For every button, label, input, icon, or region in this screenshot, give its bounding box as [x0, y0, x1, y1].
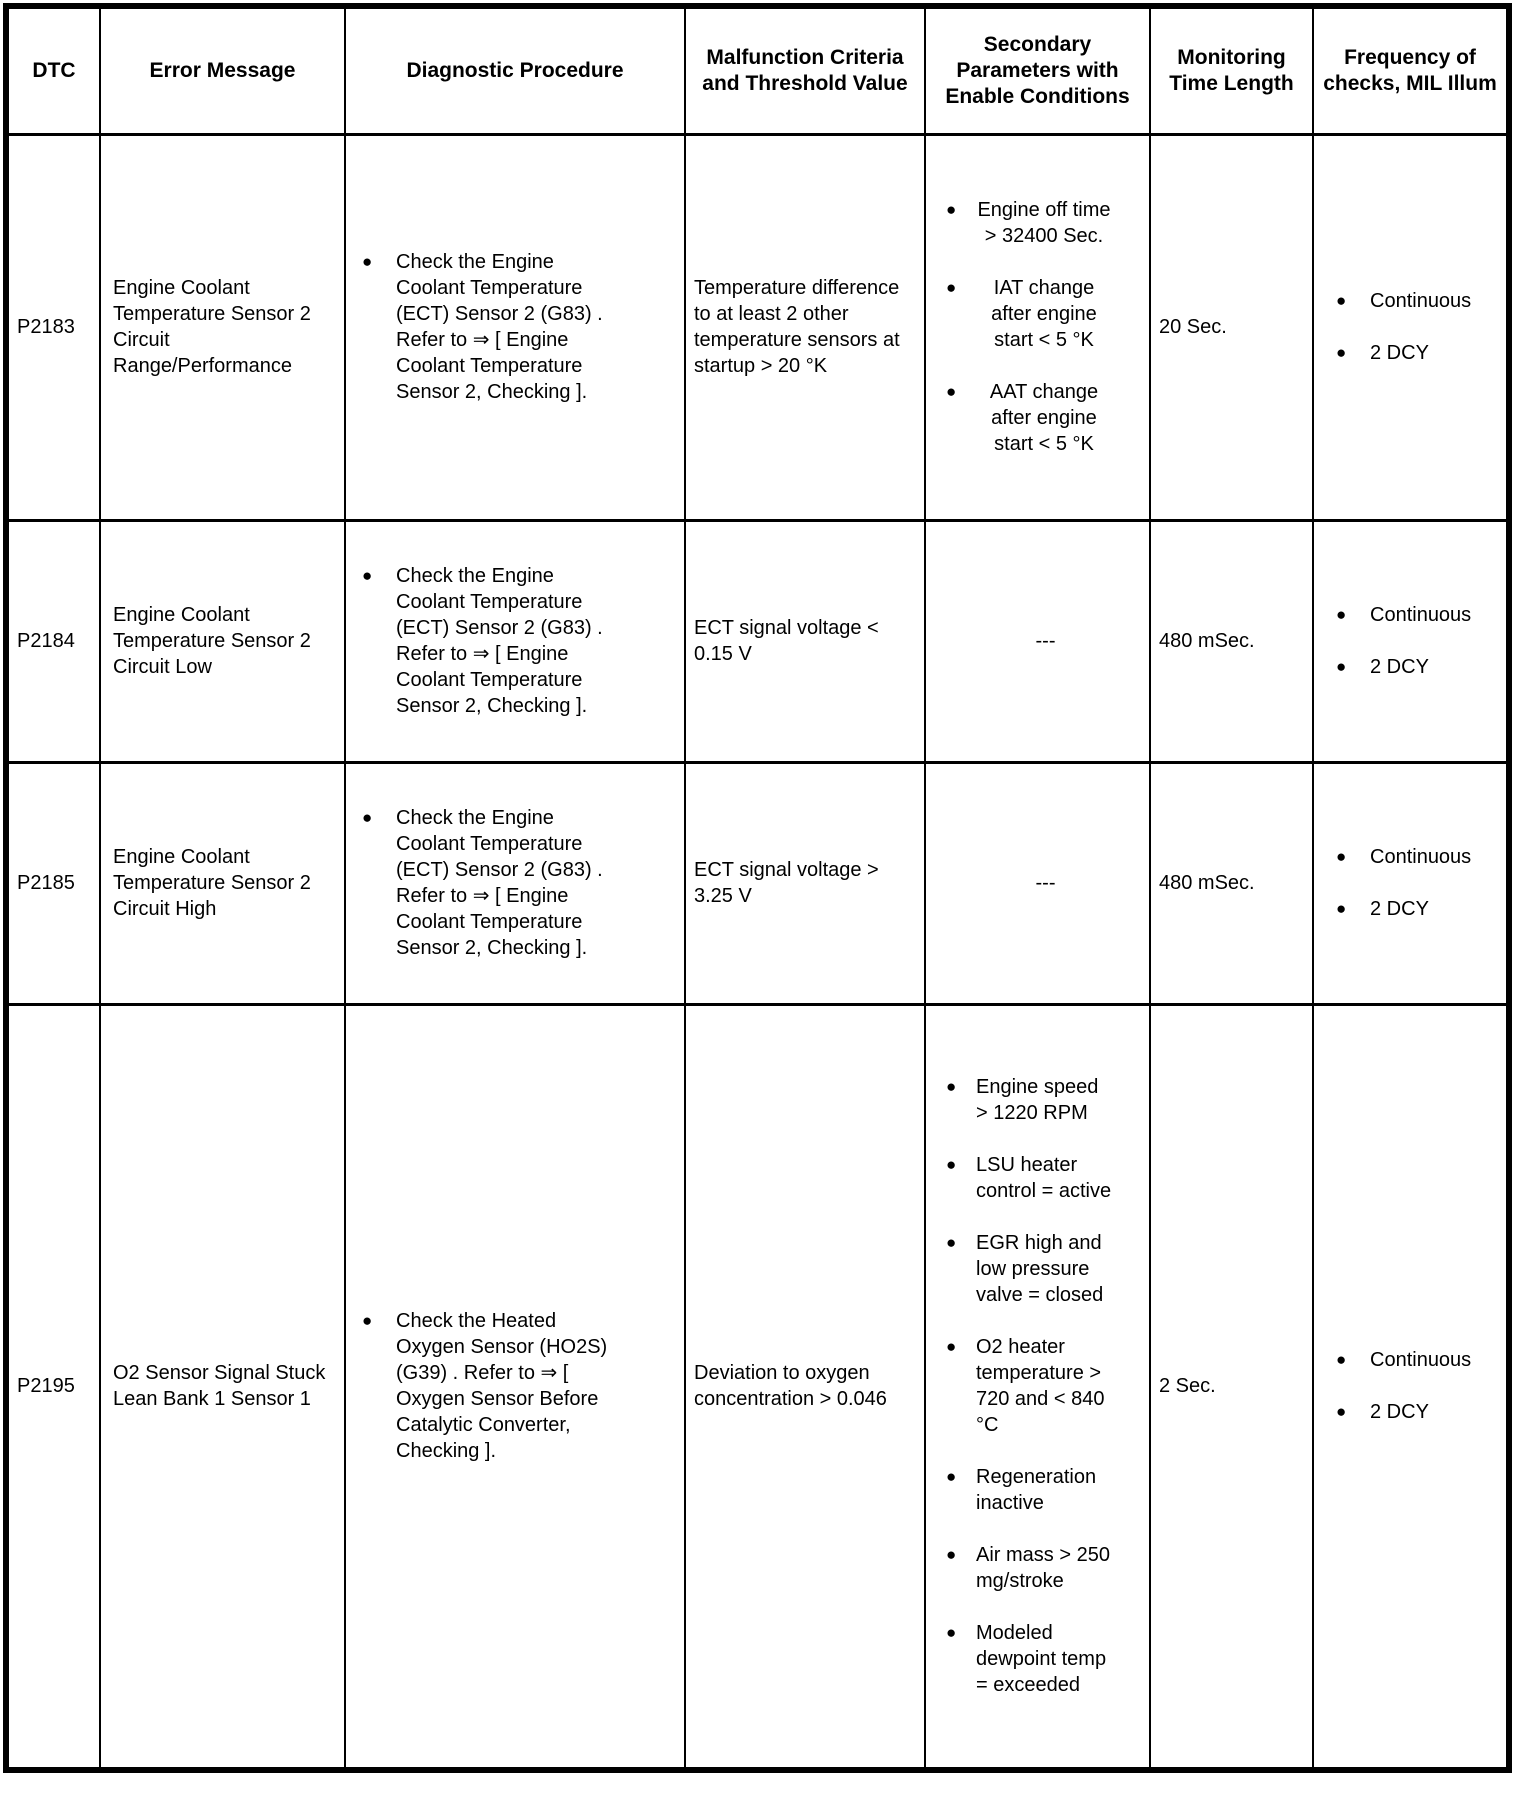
bullet-icon: ● [1336, 291, 1347, 310]
list-item-text: Modeled dewpoint temp = exceeded [976, 1622, 1107, 1697]
bullet-icon: ● [1336, 1350, 1347, 1370]
malfunction-criteria-cell: ECT signal voltage > 3.25 V [685, 762, 925, 1004]
bullet-icon: ● [1336, 657, 1347, 676]
bullet-icon: ● [946, 1233, 957, 1253]
list-item-text: LSU heater control = active [976, 1154, 1112, 1203]
frequency-cell [1313, 1004, 1509, 1770]
bullet-icon: ● [946, 1337, 957, 1357]
diagnostic-procedure-cell [345, 1004, 685, 1770]
frequency-list [1336, 602, 1502, 680]
col-header-malfunction-criteria: Malfunction Criteria and Threshold Value [685, 6, 925, 134]
list-item [1336, 1347, 1502, 1373]
list-item-text: Continuous [1370, 1349, 1472, 1372]
list-item [1336, 1399, 1502, 1425]
list-item-text: AAT change after engine start < 5 °K [989, 381, 1099, 455]
list-item-text: Continuous [1370, 290, 1472, 312]
list-item-text: EGR high and low pressure valve = closed [976, 1232, 1104, 1307]
bullet-icon: ● [362, 252, 373, 271]
no-secondary-parameters: --- [1035, 872, 1056, 894]
list-item [1336, 602, 1502, 628]
col-header-secondary-parameters: Secondary Parameters with Enable Conditions [925, 6, 1150, 134]
no-secondary-parameters: --- [1035, 630, 1056, 652]
bullet-icon: ● [946, 278, 957, 297]
list-item [1336, 896, 1502, 922]
list-item [362, 805, 676, 961]
list-item [362, 1308, 676, 1464]
bullet-icon: ● [946, 382, 957, 401]
monitoring-time-cell: 480 mSec. [1150, 762, 1313, 1004]
header-row [6, 6, 1509, 134]
list-item [946, 1334, 1145, 1438]
error-message-cell: Engine Coolant Temperature Sensor 2 Circuit Range/Performance [100, 134, 345, 520]
list-item [362, 563, 676, 719]
diagnostic-procedure-cell [345, 520, 685, 762]
list-item-text: Air mass > 250 mg/stroke [976, 1544, 1110, 1593]
col-header-dtc: DTC [6, 6, 100, 134]
diagnostic-procedure-list [362, 563, 676, 719]
diagnostic-procedure-cell [345, 134, 685, 520]
bullet-icon: ● [946, 200, 957, 219]
list-item [946, 1152, 1145, 1204]
bullet-icon: ● [1336, 605, 1347, 624]
error-message-cell: Engine Coolant Temperature Sensor 2 Circuit Low [100, 520, 345, 762]
malfunction-criteria-cell: Deviation to oxygen concentration > 0.046 [685, 1004, 925, 1770]
monitoring-time-cell: 2 Sec. [1150, 1004, 1313, 1770]
frequency-list [1336, 1347, 1502, 1425]
bullet-icon: ● [1336, 1402, 1347, 1422]
monitoring-time-cell: 20 Sec. [1150, 134, 1313, 520]
table-row-p2185 [6, 762, 1509, 1004]
secondary-parameters-list [946, 197, 1145, 457]
dtc-cell: P2185 [6, 762, 100, 1004]
col-header-diagnostic-procedure: Diagnostic Procedure [345, 6, 685, 134]
diagnostic-procedure-list [362, 805, 676, 961]
list-item [946, 1542, 1145, 1594]
diagnostic-procedure-list [362, 249, 676, 405]
list-item-text: 2 DCY [1370, 898, 1429, 920]
dtc-table [3, 3, 1512, 1773]
table-row-p2195 [6, 1004, 1509, 1770]
list-item [1336, 654, 1502, 680]
error-message-cell: Engine Coolant Temperature Sensor 2 Circuit High [100, 762, 345, 1004]
frequency-list [1336, 288, 1502, 366]
list-item-text: Engine speed > 1220 RPM [976, 1076, 1099, 1125]
bullet-icon: ● [946, 1545, 957, 1565]
list-item [946, 1230, 1145, 1308]
list-item-text: 2 DCY [1370, 342, 1429, 364]
list-item [1336, 288, 1502, 314]
secondary-parameters-cell [925, 134, 1150, 520]
list-item-text: Continuous [1370, 604, 1472, 626]
list-item [362, 249, 676, 405]
dtc-cell: P2183 [6, 134, 100, 520]
list-item-text: Check the Engine Coolant Temperature (ECT) Sensor 2 (G83) . Refer to ⇒ [ Engine Coolant Temperature Sensor 2, Checking ]. [396, 807, 603, 959]
list-item [1336, 844, 1502, 870]
list-item-text: Continuous [1370, 846, 1472, 868]
list-item [946, 275, 1145, 353]
frequency-cell [1313, 134, 1509, 520]
list-item [946, 379, 1145, 457]
bullet-icon: ● [946, 1155, 957, 1175]
bullet-icon: ● [362, 1311, 373, 1331]
frequency-list [1336, 844, 1502, 922]
error-message-cell: O2 Sensor Signal Stuck Lean Bank 1 Sensor 1 [100, 1004, 345, 1770]
list-item-text: Check the Engine Coolant Temperature (ECT) Sensor 2 (G83) . Refer to ⇒ [ Engine Coolant Temperature Sensor 2, Checking ]. [396, 251, 603, 403]
list-item [946, 1074, 1145, 1126]
monitoring-time-cell: 480 mSec. [1150, 520, 1313, 762]
bullet-icon: ● [1336, 847, 1347, 866]
malfunction-criteria-cell: ECT signal voltage < 0.15 V [685, 520, 925, 762]
list-item-text: Check the Heated Oxygen Sensor (HO2S) (G39) . Refer to ⇒ [ Oxygen Sensor Before Catalytic Converter, Checking ]. [396, 1310, 608, 1463]
frequency-cell [1313, 762, 1509, 1004]
diagnostic-procedure-list [362, 1308, 676, 1464]
list-item-text: Engine off time > 32400 Sec. [977, 199, 1111, 247]
bullet-icon: ● [362, 808, 373, 827]
list-item [946, 1464, 1145, 1516]
table-row-p2183 [6, 134, 1509, 520]
bullet-icon: ● [1336, 899, 1347, 918]
dtc-cell: P2195 [6, 1004, 100, 1770]
bullet-icon: ● [946, 1077, 957, 1097]
list-item-text: IAT change after engine start < 5 °K [991, 277, 1097, 351]
list-item [946, 197, 1145, 249]
col-header-frequency: Frequency of checks, MIL Illum [1313, 6, 1509, 134]
bullet-icon: ● [1336, 343, 1347, 362]
bullet-icon: ● [946, 1623, 957, 1643]
secondary-parameters-cell [925, 520, 1150, 762]
diagnostic-procedure-cell [345, 762, 685, 1004]
dtc-cell: P2184 [6, 520, 100, 762]
table-row-p2184 [6, 520, 1509, 762]
col-header-error-message: Error Message [100, 6, 345, 134]
list-item [1336, 340, 1502, 366]
col-header-monitoring-time: Monitoring Time Length [1150, 6, 1313, 134]
frequency-cell [1313, 520, 1509, 762]
list-item-text: Check the Engine Coolant Temperature (ECT) Sensor 2 (G83) . Refer to ⇒ [ Engine Coolant Temperature Sensor 2, Checking ]. [396, 565, 603, 717]
bullet-icon: ● [946, 1467, 957, 1487]
secondary-parameters-cell [925, 762, 1150, 1004]
list-item-text: O2 heater temperature > 720 and < 840 °C [976, 1336, 1105, 1437]
list-item-text: 2 DCY [1370, 656, 1429, 678]
list-item-text: 2 DCY [1370, 1401, 1429, 1424]
secondary-parameters-cell [925, 1004, 1150, 1770]
secondary-parameters-list [946, 1074, 1145, 1698]
malfunction-criteria-cell: Temperature difference to at least 2 other temperature sensors at startup > 20 °K [685, 134, 925, 520]
list-item [946, 1620, 1145, 1698]
list-item-text: Regeneration inactive [976, 1466, 1097, 1515]
bullet-icon: ● [362, 566, 373, 585]
